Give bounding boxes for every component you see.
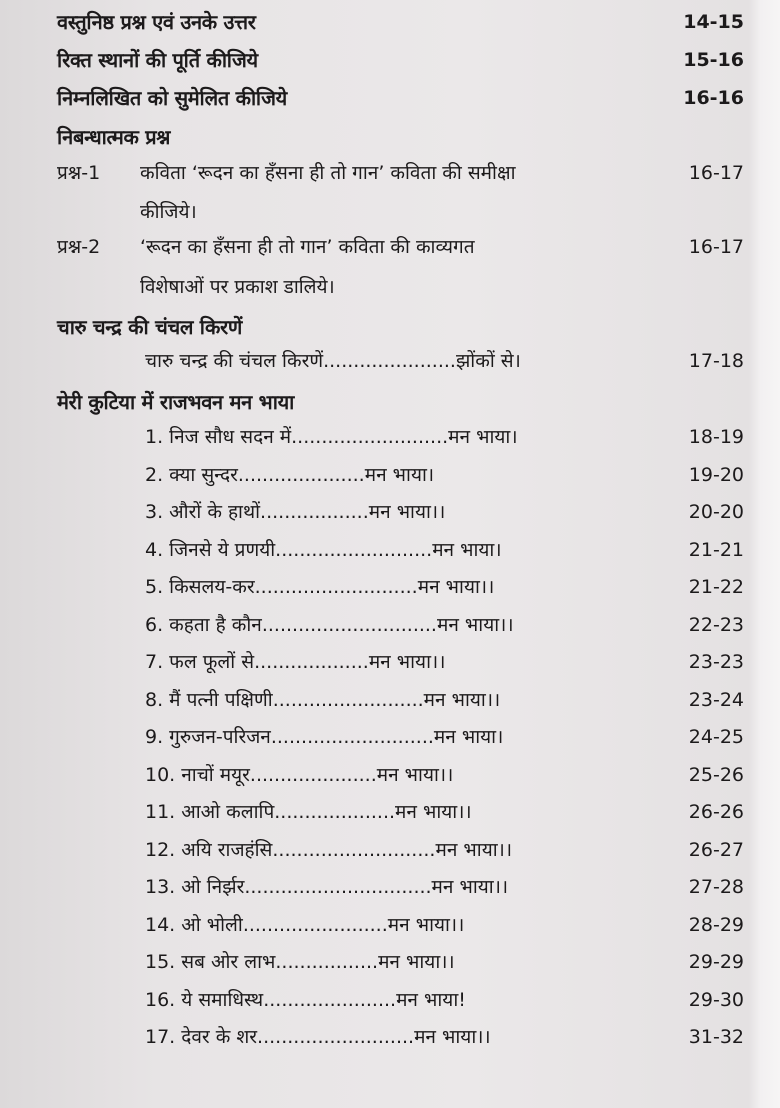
entry-pages: 16-16: [683, 87, 744, 109]
question-text-cont: विशेषाओं पर प्रकाश डालिये।: [140, 276, 335, 298]
question-label: प्रश्न-2: [57, 236, 101, 258]
entry-pages: 27-28: [688, 876, 744, 898]
entry-title: 2. क्या सुन्दर.....................मन भाया।: [145, 463, 435, 486]
entry-title: 11. आओ कलापि....................मन भाया।।: [145, 801, 472, 823]
entry-title: 5. किसलय-कर...........................मन भाया।।: [145, 576, 495, 598]
entry-title: 6. कहता है कौन.............................मन भाया।।: [145, 613, 514, 636]
poem-entry: [0, 495, 780, 529]
poem-entry: [0, 458, 780, 492]
poem-entry: [0, 870, 780, 904]
entry-pages: 23-24: [688, 688, 744, 711]
entry-pages: 25-26: [688, 763, 744, 786]
toc-entry-match: [0, 81, 780, 115]
question-2-cont: [0, 270, 780, 304]
poem-entry: [0, 983, 780, 1017]
question-text: ‘रूदन का हँसना ही तो गान’ कविता की काव्यगत: [140, 236, 475, 258]
entry-title: 9. गुरुजन-परिजन...........................मन भाया।: [145, 726, 504, 748]
entry-pages: 16-17: [688, 236, 744, 258]
poem-entry: [0, 833, 780, 867]
toc-entry-fill-blanks: [0, 43, 780, 77]
entry-pages: 28-29: [688, 913, 744, 936]
poem-entry: [0, 420, 780, 454]
entry-title: वस्तुनिष्ठ प्रश्न एवं उनके उत्तर: [57, 10, 256, 34]
question-1-cont: [0, 195, 780, 229]
entry-title: 1. निज सौध सदन में..........................मन भाया।: [145, 426, 518, 448]
poem-entry: [0, 720, 780, 754]
entry-title: 7. फल फूलों से...................मन भाया।।: [145, 651, 446, 673]
entry-pages: 22-23: [688, 613, 744, 636]
poem-entry: [0, 795, 780, 829]
entry-title: 16. ये समाधिस्थ......................मन भाया!: [145, 988, 466, 1011]
entry-title: 15. सब ओर लाभ.................मन भाया।।: [145, 951, 455, 973]
entry-title: 3. औरों के हाथों..................मन भाया।।: [145, 501, 446, 523]
poem-entry: [0, 1020, 780, 1054]
section-heading-essay: [0, 120, 780, 154]
entry-pages: 18-19: [688, 426, 744, 448]
entry-title: 14. ओ भोली........................मन भाया।।: [145, 913, 465, 936]
entry-pages: 31-32: [688, 1026, 744, 1048]
poem-entry: [0, 608, 780, 642]
toc-entry-objective: [0, 5, 780, 39]
poem-entry: [0, 533, 780, 567]
entry-title: 13. ओ निर्झर...............................मन भाया।।: [145, 876, 509, 898]
poem-entry: [0, 945, 780, 979]
entry-pages: 24-25: [688, 726, 744, 748]
section-heading: मेरी कुटिया में राजभवन मन भाया: [57, 390, 295, 414]
entry-title: निम्नलिखित को सुमेलित कीजिये: [57, 86, 287, 110]
entry-pages: 26-26: [688, 801, 744, 823]
entry-pages: 14-15: [683, 11, 744, 33]
section-heading: निबन्धात्मक प्रश्न: [57, 125, 171, 149]
poem-entry: [0, 908, 780, 942]
entry-pages: 23-23: [688, 651, 744, 673]
question-text: कविता ‘रूदन का हँसना ही तो गान’ कविता की समीक्षा: [140, 162, 516, 184]
question-1: [0, 156, 780, 190]
section-heading-charu: [0, 310, 780, 344]
entry-pages: 16-17: [688, 162, 744, 184]
entry-title: 4. जिनसे ये प्रणयी..........................मन भाया।: [145, 538, 502, 561]
entry-pages: 29-30: [688, 988, 744, 1011]
toc-entry-charu: [0, 344, 780, 378]
entry-pages: 20-20: [688, 501, 744, 523]
entry-title: चारु चन्द्र की चंचल किरणें......................झोंकों से।: [145, 350, 521, 372]
poem-entry: [0, 570, 780, 604]
entry-title: 12. अयि राजहंसि...........................मन भाया।।: [145, 838, 513, 861]
section-heading: चारु चन्द्र की चंचल किरणें: [57, 315, 243, 339]
entry-pages: 15-16: [683, 49, 744, 71]
poem-entry: [0, 645, 780, 679]
entry-pages: 17-18: [688, 350, 744, 372]
section-heading-meri: [0, 385, 780, 419]
question-text-cont: कीजिये।: [140, 201, 197, 223]
entry-pages: 29-29: [688, 951, 744, 973]
entry-pages: 21-21: [688, 538, 744, 561]
question-label: प्रश्न-1: [57, 162, 101, 184]
poem-entry: [0, 758, 780, 792]
entry-title: रिक्त स्थानों की पूर्ति कीजिये: [57, 48, 258, 72]
entry-pages: 19-20: [688, 463, 744, 486]
entry-pages: 21-22: [688, 576, 744, 598]
entry-title: 17. देवर के शर..........................मन भाया।।: [145, 1026, 491, 1048]
entry-pages: 26-27: [688, 838, 744, 861]
question-2: [0, 230, 780, 264]
entry-title: 10. नाचों मयूर.....................मन भाया।।: [145, 763, 454, 786]
entry-title: 8. मैं पत्नी पक्षिणी.........................मन भाया।।: [145, 688, 501, 711]
poem-entry: [0, 683, 780, 717]
